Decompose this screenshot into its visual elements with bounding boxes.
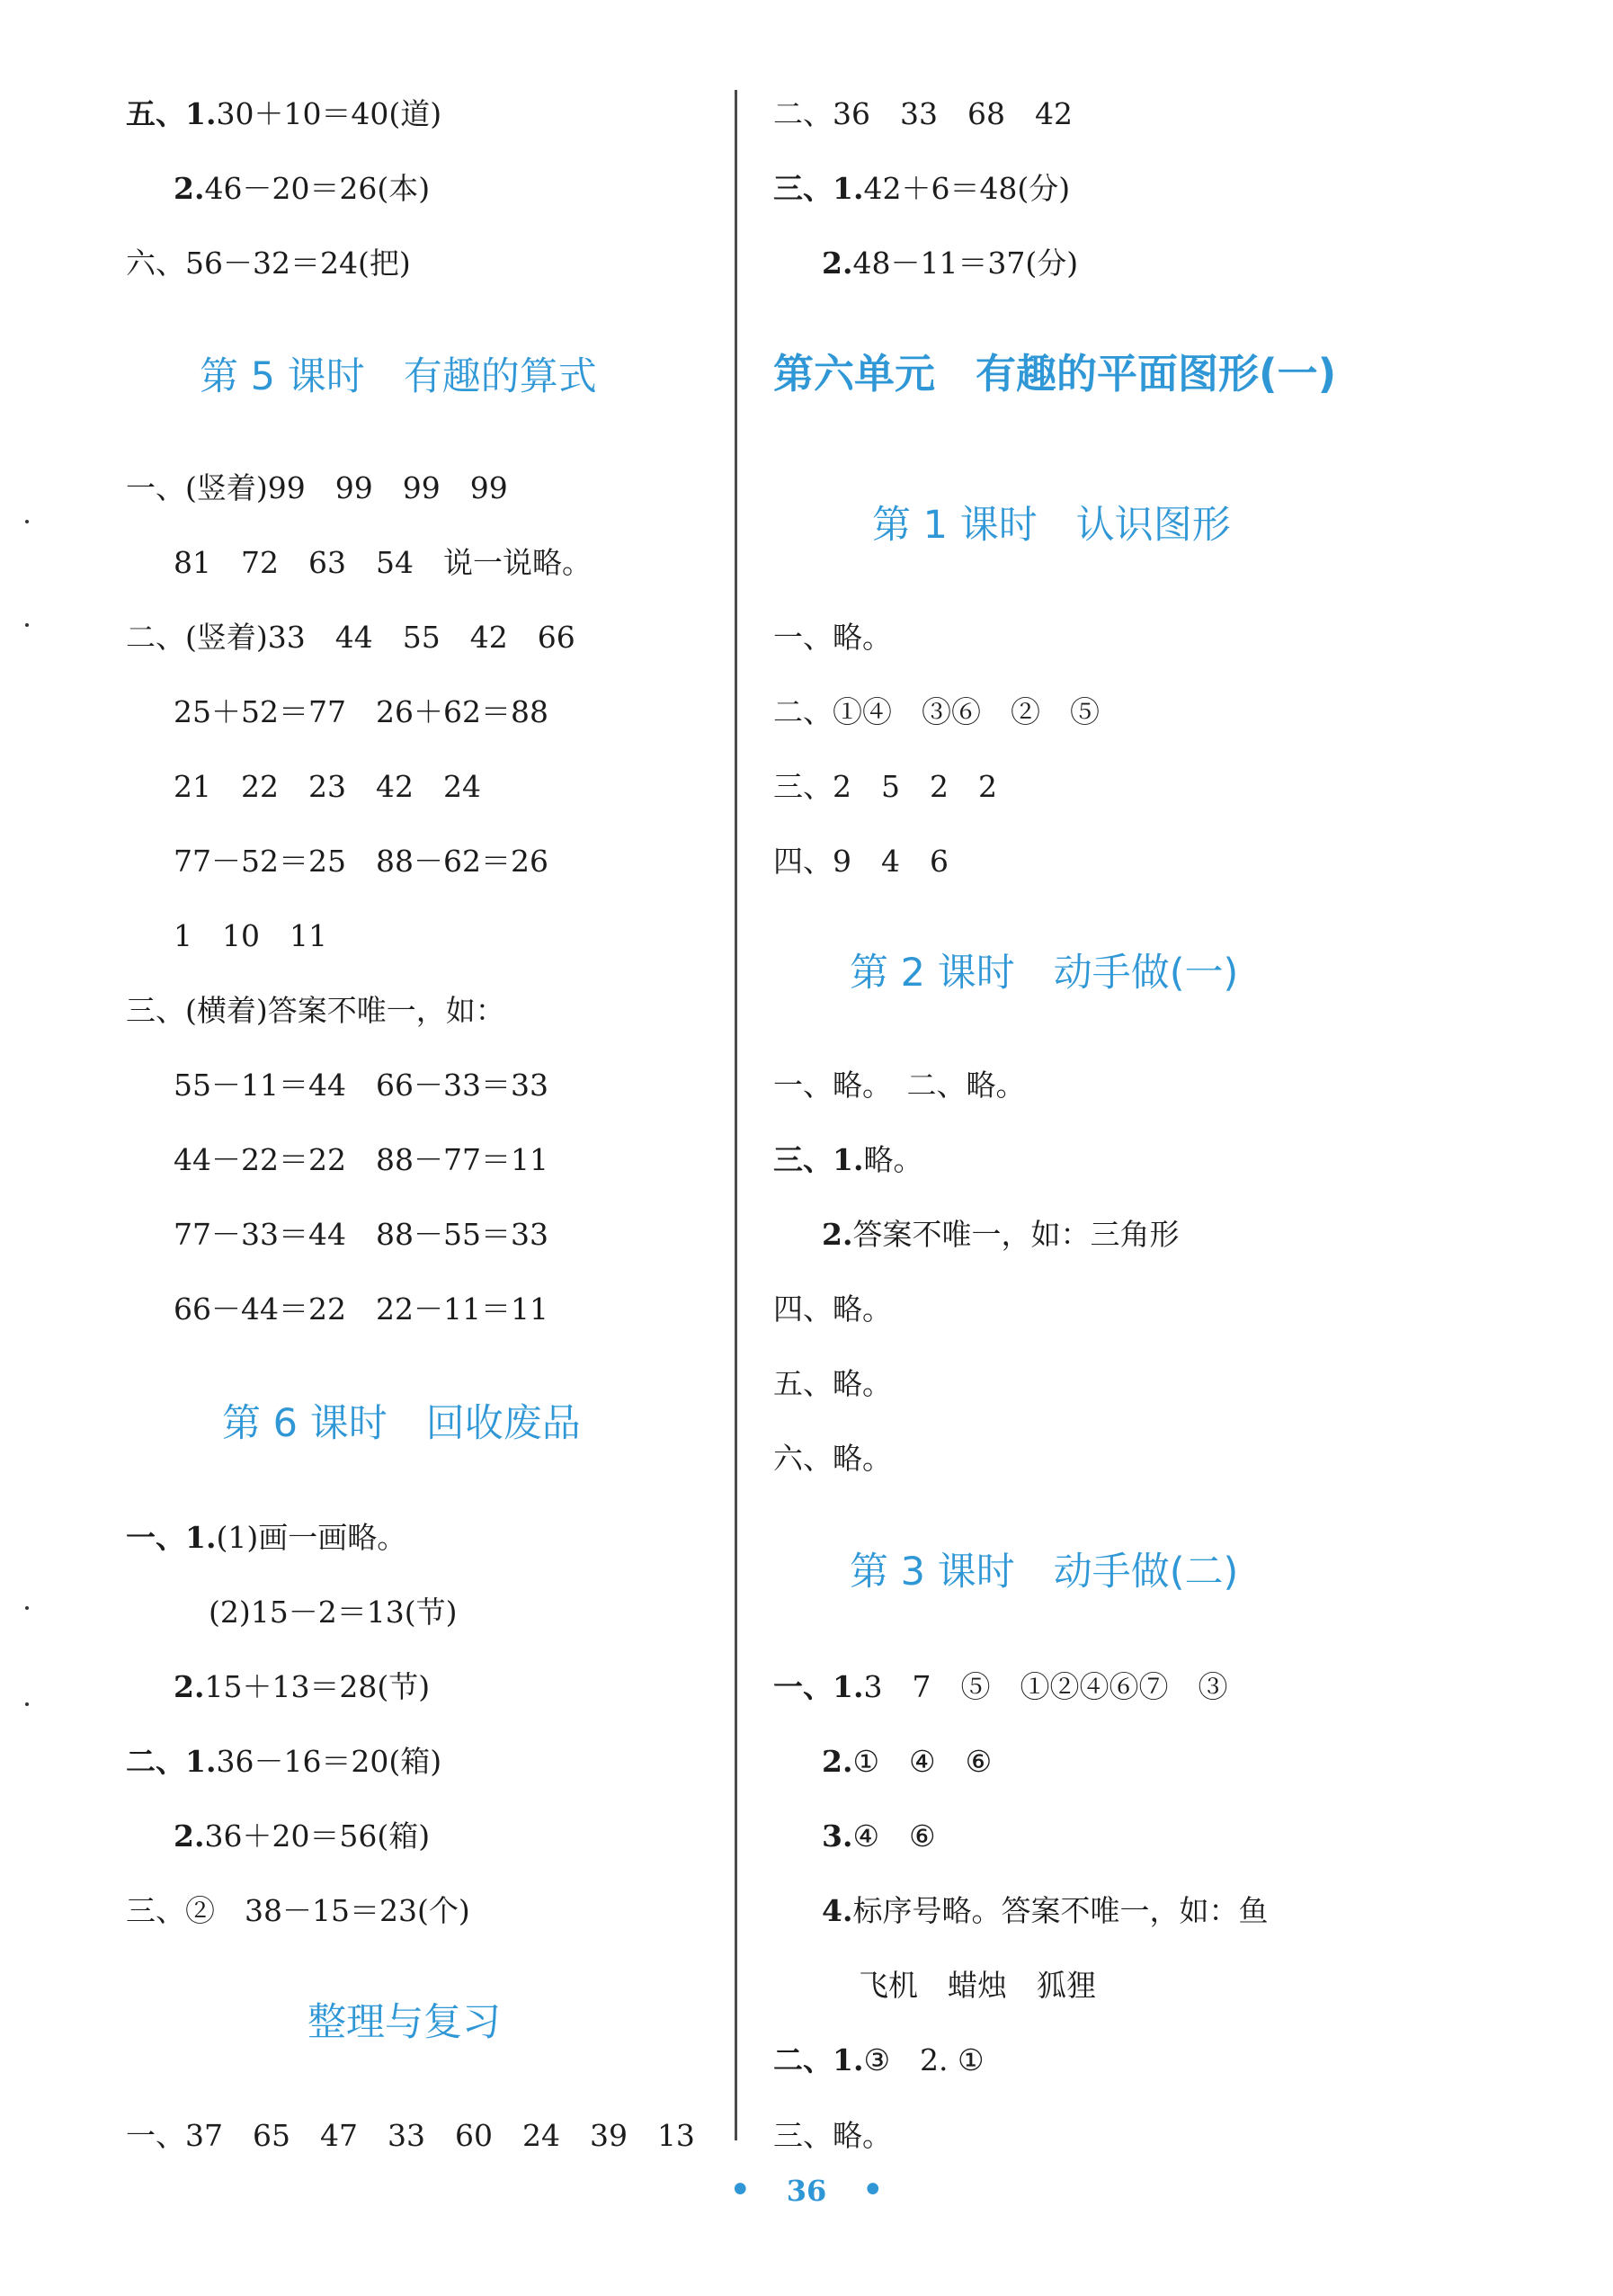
answer-line: 66－44＝22 22－11＝11	[174, 1291, 548, 1327]
page-number-footer: • 36 •	[729, 2171, 884, 2209]
scan-speck	[25, 623, 29, 627]
lesson2-heading: 第 2 课时 动手做(一)	[850, 951, 1239, 996]
answer-line: 81 72 63 54 说一说略。	[174, 545, 592, 580]
answer-line: 2.答案不唯一，如：三角形	[822, 1217, 1180, 1252]
answer-line: 55－11＝44 66－33＝33	[174, 1068, 548, 1103]
answer-line: 一、略。 二、略。	[773, 1068, 1026, 1103]
unit-heading: 第六单元 有趣的平面图形(一)	[773, 350, 1337, 398]
answer-line: 三、1.略。	[773, 1142, 923, 1177]
answer-line: 三、② 38－15＝23(个)	[126, 1893, 470, 1928]
column-divider	[735, 90, 737, 2140]
page-number: 36	[786, 2174, 827, 2208]
answer-line: 2.46－20＝26(本)	[174, 171, 431, 206]
lesson3-heading: 第 3 课时 动手做(二)	[850, 1550, 1239, 1595]
answer-line: 2.36＋20＝56(箱)	[174, 1818, 431, 1854]
answer-line: 1 10 11	[174, 918, 327, 953]
answer-line: 三、1.42＋6＝48(分)	[773, 171, 1071, 206]
answer-line: 三、2 5 2 2	[773, 769, 997, 804]
answer-line: 21 22 23 42 24	[174, 769, 481, 804]
answer-line: 44－22＝22 88－77＝11	[174, 1142, 548, 1177]
answer-line: 六、略。	[773, 1441, 892, 1476]
answer-line: 25＋52＝77 26＋62＝88	[174, 694, 548, 729]
answer-line: 一、1.(1)画一画略。	[126, 1520, 407, 1555]
answer-line: 77－33＝44 88－55＝33	[174, 1217, 548, 1252]
answer-line: 三、略。	[773, 2118, 892, 2153]
scan-speck	[25, 1702, 29, 1706]
answer-line: 一、略。	[773, 620, 892, 655]
review-heading: 整理与复习	[307, 2000, 501, 2045]
answer-line: 二、1.36－16＝20(箱)	[126, 1744, 442, 1779]
answer-line: 4.标序号略。答案不唯一，如：鱼	[822, 1893, 1269, 1928]
answer-line: 2.15＋13＝28(节)	[174, 1669, 431, 1704]
answer-line: 2.48－11＝37(分)	[822, 246, 1079, 281]
answer-line: 三、(横着)答案不唯一，如：	[126, 993, 505, 1028]
scan-speck	[25, 520, 29, 523]
answer-line: 2.① ④ ⑥	[822, 1744, 993, 1779]
lesson1-heading: 第 1 课时 认识图形	[872, 503, 1231, 548]
answer-line: 3.④ ⑥	[822, 1818, 936, 1854]
answer-line: 五、1.30＋10＝40(道)	[126, 96, 442, 131]
answer-line: 二、1.③ 2. ①	[773, 2042, 985, 2077]
answer-line: (2)15－2＝13(节)	[209, 1595, 458, 1630]
lesson6-heading: 第 6 课时 回收废品	[222, 1401, 581, 1446]
answer-line: 五、略。	[773, 1366, 892, 1401]
answer-line: 飞机 蜡烛 狐狸	[859, 1968, 1096, 2003]
answer-line: 一、37 65 47 33 60 24 39 13	[126, 2118, 695, 2153]
scan-speck	[25, 1606, 29, 1610]
answer-line: 六、56－32＝24(把)	[126, 246, 411, 281]
answer-line: 四、9 4 6	[773, 844, 949, 879]
answer-line: 一、(竖着)99 99 99 99	[126, 470, 508, 505]
answer-line: 二、36 33 68 42	[773, 96, 1073, 131]
lesson5-heading: 第 5 课时 有趣的算式	[200, 354, 597, 399]
answer-line: 二、(竖着)33 44 55 42 66	[126, 620, 575, 655]
answer-line: 二、①④ ③⑥ ② ⑤	[773, 694, 1100, 729]
answer-line: 77－52＝25 88－62＝26	[174, 844, 548, 879]
answer-line: 四、略。	[773, 1291, 892, 1327]
answer-line: 一、1.3 7 ⑤ ①②④⑥⑦ ③	[773, 1669, 1228, 1704]
